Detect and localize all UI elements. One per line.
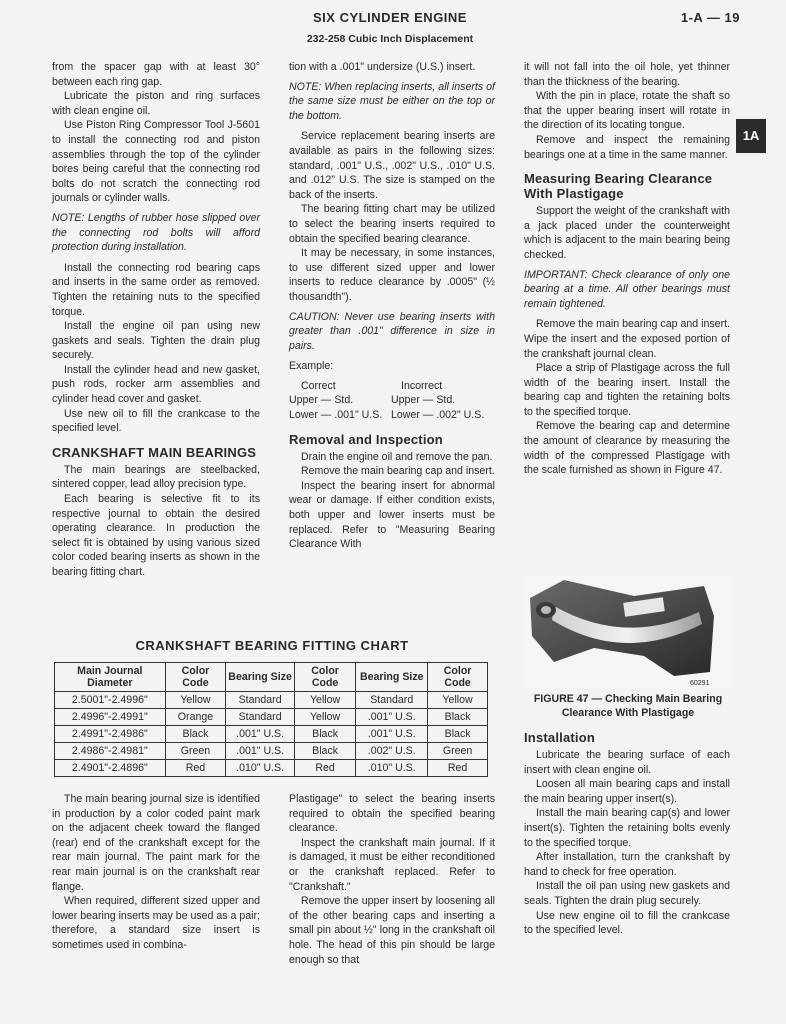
table-cell: Green bbox=[428, 743, 488, 760]
page-title: SIX CYLINDER ENGINE bbox=[313, 10, 467, 25]
paragraph: Remove the bearing cap and determine the amount of clearance by measuring the width of the compressed Plastigage with the scale furnished as shown in Figure 47. bbox=[524, 420, 730, 477]
paragraph: After installation, turn the crankshaft by hand to check for free operation. bbox=[524, 851, 730, 878]
paragraph: Install the oil pan using new gaskets and seals. Tighten the drain plug securely. bbox=[524, 880, 730, 907]
table-cell: 2.4901"-2.4896" bbox=[55, 760, 166, 777]
table-cell: Red bbox=[428, 760, 488, 777]
note: NOTE: Lengths of rubber hose slipped over the connecting rod bolts will afford protection during installation. bbox=[52, 211, 260, 254]
column-2 bbox=[289, 60, 495, 552]
section-tab: 1A bbox=[736, 119, 766, 153]
example-incorrect-header: Incorrect bbox=[401, 379, 443, 392]
caution: CAUTION: Never use bearing inserts with greater than .001" difference in size in pairs. bbox=[289, 310, 495, 352]
paragraph: Use Piston Ring Compressor Tool J-5601 to install the connecting rod and piston assemblies through the top of the cylinder bores being careful that the connecting rod bolts do not scratch the connecting rod journals or cylinder walls. bbox=[52, 119, 260, 205]
paragraph: Loosen all main bearing caps and install the main bearing upper insert(s). bbox=[524, 778, 730, 805]
example-label: Example: bbox=[289, 360, 334, 373]
paragraph: it will not fall into the oil hole, yet thinner than the thickness of the bearing. bbox=[524, 61, 730, 88]
example-cell: Upper — Std. bbox=[391, 394, 456, 407]
table-cell: Red bbox=[294, 760, 355, 777]
paragraph: With the pin in place, rotate the shaft so that the upper bearing insert will rotate in the direction of its locating tongue. bbox=[524, 90, 730, 132]
table-row bbox=[55, 743, 488, 760]
table-cell: Standard bbox=[226, 709, 295, 726]
bottom-middle-column bbox=[289, 792, 495, 967]
paragraph: Drain the engine oil and remove the pan. bbox=[301, 450, 493, 463]
paragraph: Use new engine oil to fill the crankcase to the specified level. bbox=[524, 909, 730, 937]
paragraph: When required, different sized upper and lower bearing inserts may be used as a pair; therefore, a standard size insert is sometimes used in combina- bbox=[52, 895, 260, 951]
table-cell: Black bbox=[428, 709, 488, 726]
example-cell: Lower — .001" U.S. bbox=[289, 409, 383, 422]
paragraph: The main bearing journal size is identified in production by a color coded paint mark on the adjacent cheek toward the flanged (rear) end of the crankshaft except for the rear main journal. The paint mark for the rear main journal is on the crankshaft rear flange. bbox=[52, 793, 260, 893]
table-cell: 2.5001"-2.4996" bbox=[55, 692, 166, 709]
table-header: Color Code bbox=[294, 663, 355, 692]
table-cell: Yellow bbox=[294, 692, 355, 709]
paragraph: Service replacement bearing inserts are available as pairs in the following sizes: standard, .001" U.S., .002" U.S., .010" U.S. and .012" U.S. The size is stamped on the back of the inserts. bbox=[289, 130, 495, 201]
paragraph: Remove the upper insert by loosening all of the other bearing caps and inserting a small pin about ½" long in the crankshaft oil hole. The head of this pin should be large enough so that bbox=[289, 895, 495, 966]
example-correct-header: Correct bbox=[301, 379, 336, 392]
table-cell: Black bbox=[294, 743, 355, 760]
table-cell: Black bbox=[428, 726, 488, 743]
fitting-chart bbox=[54, 662, 488, 777]
paragraph: from the spacer gap with at least 30° between each ring gap. bbox=[52, 61, 260, 88]
table-cell: .001" U.S. bbox=[356, 709, 428, 726]
section-heading: CRANKSHAFT MAIN BEARINGS bbox=[52, 444, 257, 460]
table-header: Bearing Size bbox=[226, 663, 295, 692]
table-cell: 2.4996"-2.4991" bbox=[55, 709, 166, 726]
paragraph: The main bearings are steelbacked, sintered copper, lead alloy precision type. bbox=[52, 463, 260, 491]
table-cell: .001" U.S. bbox=[226, 743, 295, 760]
page-number: 1-A — 19 bbox=[680, 10, 740, 25]
figure-47-photo bbox=[524, 576, 732, 688]
section-heading: Installation bbox=[524, 730, 596, 745]
paragraph: Inspect the crankshaft main journal. If it is damaged, it must be either reconditioned or the crankshaft replaced. Refer to "Crankshaft." bbox=[289, 836, 495, 893]
chart-title: CRANKSHAFT BEARING FITTING CHART bbox=[135, 638, 409, 653]
paragraph: Plastigage" to select the bearing inserts required to obtain the specified bearing clearance. bbox=[289, 793, 495, 835]
table-cell: Standard bbox=[356, 692, 428, 709]
table-row bbox=[55, 760, 488, 777]
table-cell: 2.4991"-2.4986" bbox=[55, 726, 166, 743]
table-row bbox=[55, 709, 488, 726]
table-cell: Black bbox=[294, 726, 355, 743]
installation-section bbox=[524, 726, 730, 938]
table-header: Color Code bbox=[428, 663, 488, 692]
table-cell: .001" U.S. bbox=[356, 726, 428, 743]
fitting-table bbox=[54, 662, 488, 777]
paragraph: Place a strip of Plastigage across the full width of the bearing insert. Install the bearing cap and tighten the retaining bolts to the specified torque. bbox=[524, 362, 730, 418]
paragraph: Lubricate the bearing surface of each insert with clean engine oil. bbox=[524, 749, 730, 776]
paragraph: Remove the main bearing cap and insert. Wipe the insert and the exposed portion of the crankshaft journal clean. bbox=[524, 318, 730, 360]
column-1 bbox=[52, 60, 260, 580]
paragraph: Remove the main bearing cap and insert. bbox=[301, 465, 495, 478]
bearing-cap-image bbox=[524, 576, 732, 688]
table-cell: Yellow bbox=[294, 709, 355, 726]
column-3 bbox=[524, 60, 730, 478]
example-cell: Upper — Std. bbox=[289, 394, 354, 407]
section-heading: Removal and Inspection bbox=[289, 431, 443, 447]
table-cell: Orange bbox=[165, 709, 226, 726]
paragraph: tion with a .001" undersize (U.S.) insert. bbox=[289, 61, 476, 73]
table-cell: Black bbox=[165, 726, 226, 743]
section-heading: Measuring Bearing Clearance With Plastigage bbox=[524, 171, 713, 202]
paragraph: Lubricate the piston and ring surfaces with clean engine oil. bbox=[52, 90, 260, 117]
table-header: Bearing Size bbox=[356, 663, 428, 692]
table-cell: Standard bbox=[226, 692, 295, 709]
paragraph: Install the cylinder head and new gasket, push rods, rocker arm assemblies and cylinder head cover and gasket. bbox=[52, 363, 260, 406]
table-cell: Red bbox=[165, 760, 226, 777]
table-cell: Yellow bbox=[165, 692, 226, 709]
table-cell: .010" U.S. bbox=[226, 760, 295, 777]
paragraph: Support the weight of the crankshaft with a jack placed under the counterweight which is adjacent to the main bearing being checked. bbox=[524, 205, 730, 261]
important-note: IMPORTANT: Check clearance of only one bearing at a time. All other bearings must remain tightened. bbox=[524, 268, 730, 310]
example-cell: Lower — .002" U.S. bbox=[391, 409, 485, 422]
table-header: Color Code bbox=[165, 663, 226, 692]
paragraph: Install the engine oil pan using new gaskets and seals. Tighten the drain plug securely. bbox=[52, 320, 260, 362]
paragraph: Install the main bearing cap(s) and lower insert(s). Tighten the retaining bolts evenly to the specified torque. bbox=[524, 807, 730, 849]
note: NOTE: When replacing inserts, all inserts of the same size must be either on the top or the bottom. bbox=[289, 80, 495, 122]
table-cell: Green bbox=[165, 743, 226, 760]
paragraph: Each bearing is selective fit to its respective journal to obtain the desired operating clearance. In production the select fit is obtained by using various sized color coded bearing inserts as shown in the bearing fitting chart. bbox=[52, 493, 260, 578]
bottom-left-column bbox=[52, 792, 260, 953]
paragraph: Install the connecting rod bearing caps and inserts in the same order as removed. Tighten the retaining nuts to the specified torque. bbox=[52, 261, 260, 318]
table-cell: .001" U.S. bbox=[226, 726, 295, 743]
table-row bbox=[55, 726, 488, 743]
paragraph: Inspect the bearing insert for abnormal wear or damage. If either condition exists, both upper and lower inserts must be replaced. Refer to "Measuring Bearing Clearance With bbox=[289, 479, 495, 551]
page-subtitle: 232-258 Cubic Inch Displacement bbox=[306, 33, 474, 45]
figure-caption: FIGURE 47 — Checking Main Bearing Clearance With Plastigage bbox=[533, 693, 723, 719]
table-cell: .002" U.S. bbox=[356, 743, 428, 760]
example-table bbox=[289, 379, 495, 423]
paragraph: It may be necessary, in some instances, to use different sized upper and lower inserts to reduce clearance by .0005" (½ thousandth"). bbox=[289, 247, 495, 303]
photo-number: 60291 bbox=[690, 680, 710, 687]
table-cell: .010" U.S. bbox=[356, 760, 428, 777]
paragraph: Use new oil to fill the crankcase to the specified level. bbox=[52, 407, 260, 435]
table-cell: 2.4986"-2.4981" bbox=[55, 743, 166, 760]
table-header: Main Journal Diameter bbox=[55, 663, 166, 692]
paragraph: The bearing fitting chart may be utilized to select the bearing inserts required to obtain the specified bearing clearance. bbox=[289, 203, 495, 245]
paragraph: Remove and inspect the remaining bearings one at a time in the same manner. bbox=[524, 133, 730, 161]
table-row bbox=[55, 692, 488, 709]
table-cell: Yellow bbox=[428, 692, 488, 709]
